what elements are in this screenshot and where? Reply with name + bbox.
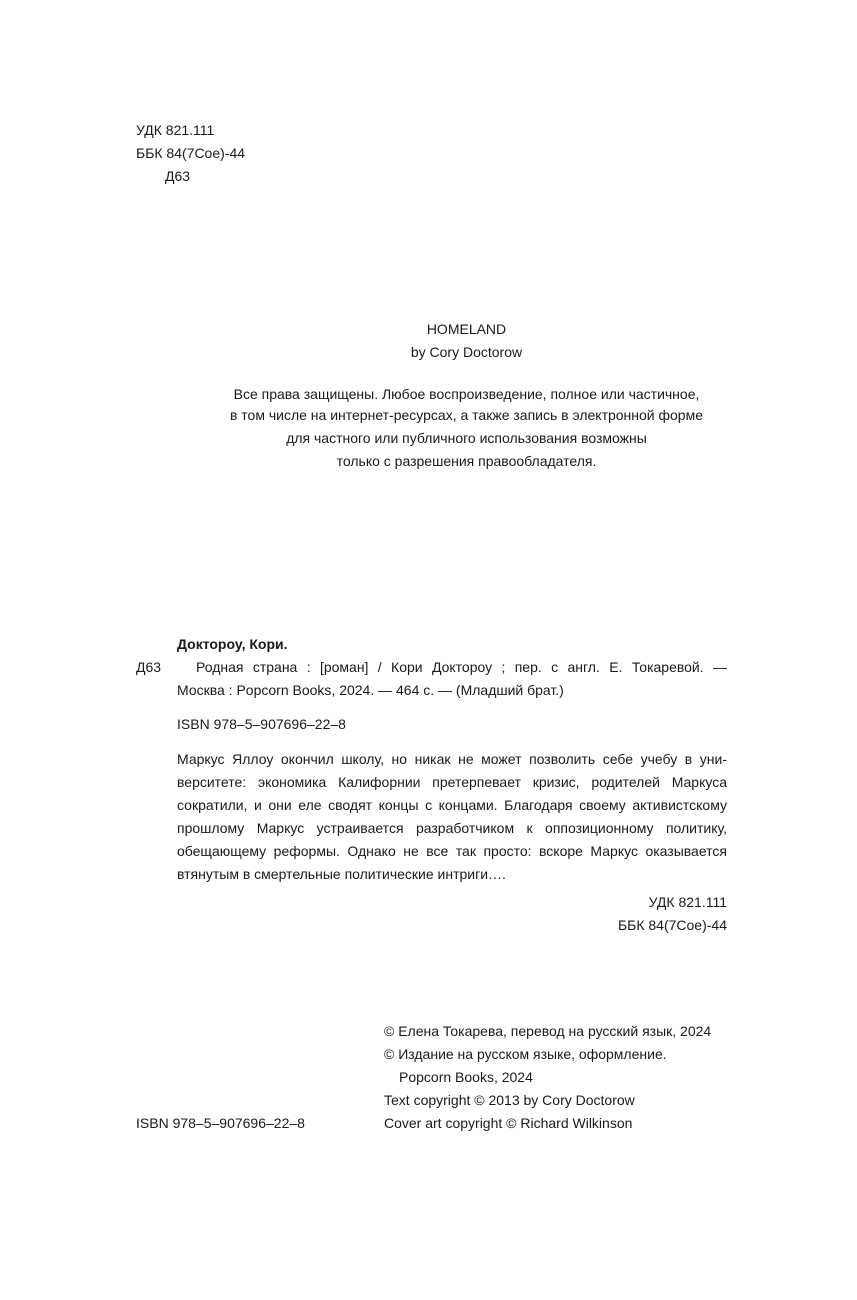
- annotation-line: Маркус Яллоу окончил школу, но никак не может позволить себе учебу в уни-: [177, 751, 727, 767]
- annotation-line: втянутым в смертельные политические интриги….: [177, 866, 506, 882]
- annotation-line: прошлому Маркус устраивается разработчиком к оппозиционному политику,: [177, 820, 727, 836]
- catalog-heading: Доктороу, Кори.: [177, 636, 288, 652]
- catalog-udk: УДК 821.111: [648, 894, 727, 910]
- catalog-description-line: Москва : Popcorn Books, 2024. — 464 с. — (Младший брат.): [177, 682, 564, 698]
- rights-notice-line: в том числе на интернет-ресурсах, а также запись в электронной форме: [229, 407, 704, 423]
- rights-notice-line: для частного или публичного использования возможны: [286, 430, 647, 446]
- annotation-line: обещающему реформы. Однако не все так просто: вскоре Маркус оказывается: [177, 843, 727, 859]
- copyright-text: Text copyright © 2013 by Cory Doctorow: [384, 1092, 635, 1108]
- catalog-bbk: ББК 84(7Сое)-44: [617, 917, 727, 933]
- copyright-publisher: Popcorn Books, 2024: [399, 1069, 533, 1085]
- rights-notice-line: Все права защищены. Любое воспроизведение, полное или частичное,: [233, 386, 700, 402]
- annotation-line: верситете: экономика Калифорнии претерпевает кризис, родителей Маркуса: [177, 774, 727, 790]
- annotation-line: сократили, и они еле сводят концы с концами. Благодаря своему активистскому: [177, 797, 727, 813]
- original-title: HOMELAND: [426, 321, 507, 337]
- copyright-cover: Cover art copyright © Richard Wilkinson: [384, 1115, 633, 1131]
- author-sign: Д63: [165, 168, 191, 184]
- catalog-description-line: Родная страна : [роман] / Кори Доктороу ; пер. с англ. Е. Токаревой. —: [196, 659, 727, 675]
- udk-code: УДК 821.111: [136, 122, 215, 138]
- copyright-edition: © Издание на русском языке, оформление.: [384, 1046, 667, 1062]
- rights-notice-line: только с разрешения правообладателя.: [336, 453, 597, 469]
- catalog-isbn: ISBN 978–5–907696–22–8: [177, 716, 346, 732]
- copyright-translation: © Елена Токарева, перевод на русский язык, 2024: [384, 1023, 712, 1039]
- bbk-code: ББК 84(7Сое)-44: [136, 145, 246, 161]
- original-author: by Cory Doctorow: [410, 344, 523, 360]
- bottom-isbn: ISBN 978–5–907696–22–8: [136, 1115, 305, 1131]
- catalog-sign: Д63: [136, 659, 162, 675]
